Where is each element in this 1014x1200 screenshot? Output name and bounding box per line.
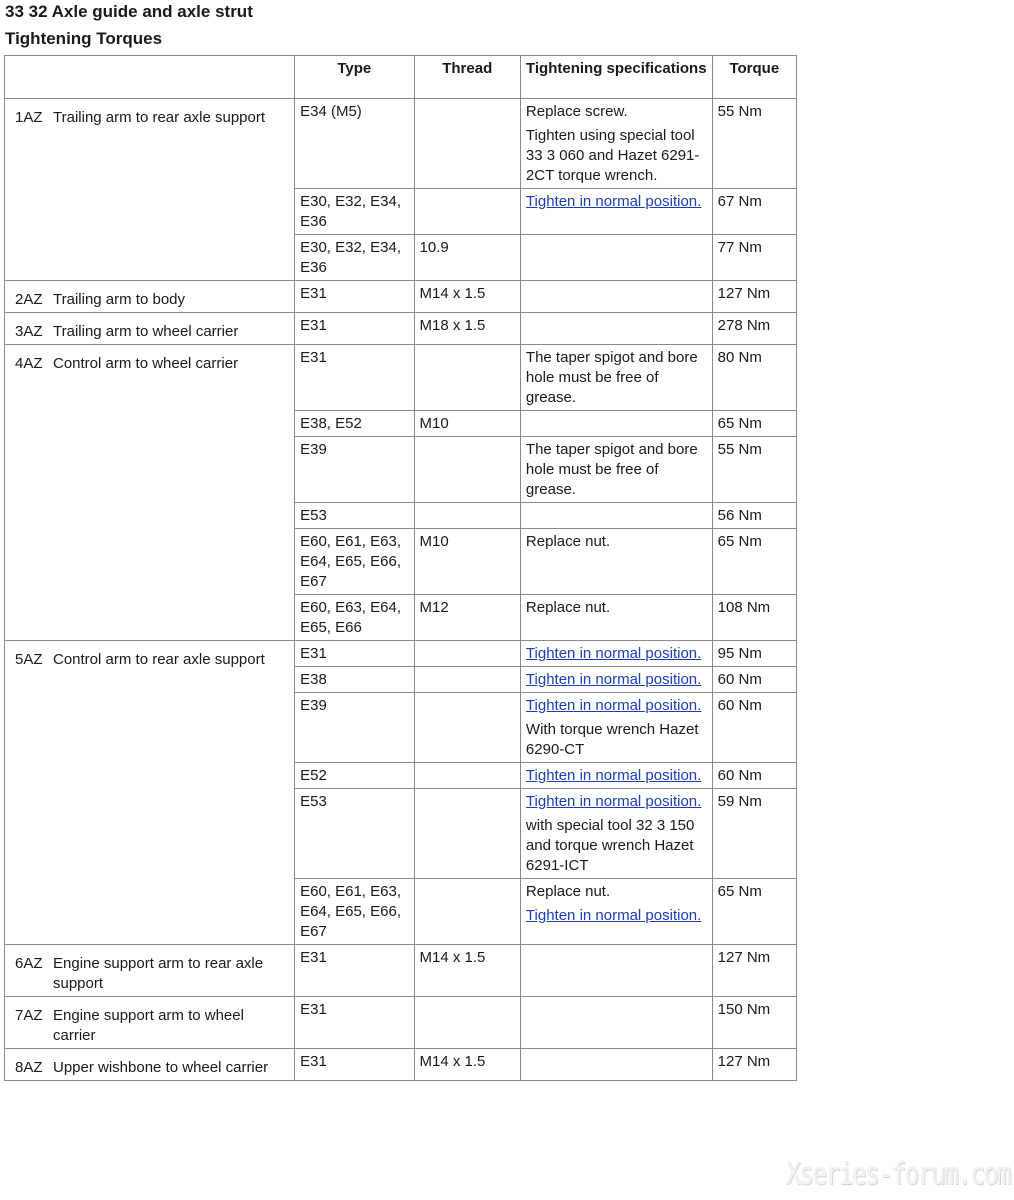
component-name: Trailing arm to wheel carrier: [53, 323, 239, 340]
component-cell: [5, 997, 295, 1049]
component-name: Trailing arm to rear axle support: [53, 109, 266, 126]
torque-cell: 80 Nm: [712, 345, 796, 411]
type-cell: E53: [295, 503, 414, 529]
type-cell: E30, E32, E34, E36: [295, 189, 414, 235]
spec-cell: [520, 667, 712, 693]
spec-text: With torque wrench Hazet 6290-CT: [525, 721, 699, 758]
torque-cell: 56 Nm: [712, 503, 796, 529]
thread-cell: [414, 997, 520, 1049]
type-cell: E31: [295, 281, 414, 313]
thread-cell: [414, 667, 520, 693]
spec-text: with special tool 32 3 150 and torque wrench Hazet 6291-ICT: [525, 817, 695, 874]
spec-cell: [520, 99, 712, 189]
component-name: Control arm to rear axle support: [53, 651, 265, 668]
type-cell: E31: [295, 945, 414, 997]
spec-cell: [520, 879, 712, 945]
component-code: 8AZ: [15, 1059, 43, 1076]
component-cell: [5, 281, 295, 313]
type-cell: E31: [295, 345, 414, 411]
thread-cell: [414, 693, 520, 763]
type-cell: E34 (M5): [295, 99, 414, 189]
spec-cell: [520, 437, 712, 503]
table-body: [5, 99, 797, 1081]
torque-cell: 108 Nm: [712, 595, 796, 641]
component-cell: [5, 99, 295, 281]
component-code: 1AZ: [15, 109, 43, 126]
header-torque: Torque: [712, 56, 796, 99]
table-row: [5, 99, 797, 189]
torque-cell: 150 Nm: [712, 997, 796, 1049]
torque-cell: 77 Nm: [712, 235, 796, 281]
type-cell: E38: [295, 667, 414, 693]
type-cell: E39: [295, 693, 414, 763]
thread-cell: 10.9: [414, 235, 520, 281]
spec-line: [526, 696, 707, 716]
type-cell: E31: [295, 641, 414, 667]
type-cell: E53: [295, 789, 414, 879]
spec-text: Replace nut.: [525, 883, 611, 900]
spec-text: The taper spigot and bore hole must be free of grease.: [525, 349, 698, 406]
thread-cell: [414, 189, 520, 235]
thread-cell: M10: [414, 529, 520, 595]
header-thread: Thread: [414, 56, 520, 99]
tighten-normal-position-link[interactable]: Tighten in normal position.: [525, 645, 702, 662]
component-cell: [5, 313, 295, 345]
spec-cell: [520, 1049, 712, 1081]
torque-cell: 55 Nm: [712, 437, 796, 503]
type-cell: E60, E61, E63, E64, E65, E66, E67: [295, 529, 414, 595]
spec-cell: [520, 945, 712, 997]
spec-text: Replace nut.: [525, 599, 611, 616]
type-cell: E38, E52: [295, 411, 414, 437]
type-cell: E52: [295, 763, 414, 789]
torque-table: [4, 55, 797, 1081]
thread-cell: M14 x 1.5: [414, 945, 520, 997]
thread-cell: [414, 879, 520, 945]
table-row: [5, 313, 797, 345]
header-component: [5, 56, 295, 99]
component-cell: [5, 345, 295, 641]
tighten-normal-position-link[interactable]: Tighten in normal position.: [525, 193, 702, 210]
spec-cell: [520, 641, 712, 667]
spec-text: Replace screw.: [525, 103, 628, 120]
table-row: [5, 945, 797, 997]
component-code: 4AZ: [15, 355, 43, 372]
thread-cell: M10: [414, 411, 520, 437]
thread-cell: [414, 763, 520, 789]
table-row: [5, 281, 797, 313]
component-name: Engine support arm to wheel carrier: [53, 1007, 244, 1044]
thread-cell: [414, 789, 520, 879]
spec-line: [526, 644, 707, 664]
spec-cell: [520, 529, 712, 595]
header-spec: Tightening specifications: [520, 56, 712, 99]
torque-cell: 65 Nm: [712, 879, 796, 945]
torque-cell: 127 Nm: [712, 945, 796, 997]
component-name: Upper wishbone to wheel carrier: [53, 1059, 269, 1076]
thread-cell: M12: [414, 595, 520, 641]
type-cell: E31: [295, 313, 414, 345]
type-cell: E60, E61, E63, E64, E65, E66, E67: [295, 879, 414, 945]
spec-cell: [520, 789, 712, 879]
component-name: Control arm to wheel carrier: [53, 355, 239, 372]
spec-cell: [520, 503, 712, 529]
component-name: Trailing arm to body: [53, 291, 185, 308]
spec-line: [526, 766, 707, 786]
page-subtitle: Tightening Torques: [5, 29, 163, 48]
torque-cell: 60 Nm: [712, 763, 796, 789]
table-row: [5, 345, 797, 411]
torque-cell: 278 Nm: [712, 313, 796, 345]
torque-cell: 65 Nm: [712, 411, 796, 437]
thread-cell: [414, 641, 520, 667]
thread-cell: [414, 345, 520, 411]
tighten-normal-position-link[interactable]: Tighten in normal position.: [525, 671, 702, 688]
torque-cell: 95 Nm: [712, 641, 796, 667]
type-cell: E31: [295, 1049, 414, 1081]
torque-cell: 59 Nm: [712, 789, 796, 879]
spec-cell: [520, 693, 712, 763]
tighten-normal-position-link[interactable]: Tighten in normal position.: [525, 767, 702, 784]
type-cell: E39: [295, 437, 414, 503]
component-cell: [5, 641, 295, 945]
torque-cell: 55 Nm: [712, 99, 796, 189]
thread-cell: M18 x 1.5: [414, 313, 520, 345]
spec-line: [526, 792, 707, 812]
spec-text: Tighten using special tool 33 3 060 and Hazet 6291-2CT torque wrench.: [525, 127, 700, 184]
type-cell: E60, E63, E64, E65, E66: [295, 595, 414, 641]
torque-cell: 67 Nm: [712, 189, 796, 235]
spec-cell: [520, 189, 712, 235]
thread-cell: [414, 437, 520, 503]
spec-text: Replace nut.: [525, 533, 611, 550]
type-cell: E30, E32, E34, E36: [295, 235, 414, 281]
tighten-normal-position-link[interactable]: Tighten in normal position.: [525, 907, 702, 924]
spec-cell: [520, 997, 712, 1049]
tighten-normal-position-link[interactable]: Tighten in normal position.: [525, 793, 702, 810]
torque-cell: 127 Nm: [712, 1049, 796, 1081]
thread-cell: M14 x 1.5: [414, 1049, 520, 1081]
table-row: [5, 641, 797, 667]
watermark: Xseries-forum.com: [786, 1157, 1010, 1192]
spec-line: [526, 192, 707, 212]
table-row: [5, 997, 797, 1049]
component-code: 7AZ: [15, 1007, 43, 1024]
component-code: 3AZ: [15, 323, 43, 340]
spec-cell: [520, 595, 712, 641]
spec-cell: [520, 313, 712, 345]
spec-cell: [520, 235, 712, 281]
spec-cell: [520, 281, 712, 313]
tighten-normal-position-link[interactable]: Tighten in normal position.: [525, 697, 702, 714]
component-name: Engine support arm to rear axle support: [53, 955, 264, 992]
table-row: [5, 1049, 797, 1081]
thread-cell: M14 x 1.5: [414, 281, 520, 313]
spec-cell: [520, 763, 712, 789]
component-code: 2AZ: [15, 291, 43, 308]
component-code: 5AZ: [15, 651, 43, 668]
thread-cell: [414, 99, 520, 189]
table-header-row: [5, 56, 797, 99]
spec-line: [526, 906, 707, 926]
torque-cell: 65 Nm: [712, 529, 796, 595]
spec-cell: [520, 345, 712, 411]
thread-cell: [414, 503, 520, 529]
header-type: Type: [295, 56, 414, 99]
section-title: 33 32 Axle guide and axle strut: [5, 2, 253, 21]
torque-cell: 127 Nm: [712, 281, 796, 313]
component-cell: [5, 1049, 295, 1081]
spec-line: [526, 670, 707, 690]
spec-cell: [520, 411, 712, 437]
component-cell: [5, 945, 295, 997]
spec-text: The taper spigot and bore hole must be free of grease.: [525, 441, 698, 498]
torque-cell: 60 Nm: [712, 693, 796, 763]
torque-cell: 60 Nm: [712, 667, 796, 693]
type-cell: E31: [295, 997, 414, 1049]
component-code: 6AZ: [15, 955, 43, 972]
